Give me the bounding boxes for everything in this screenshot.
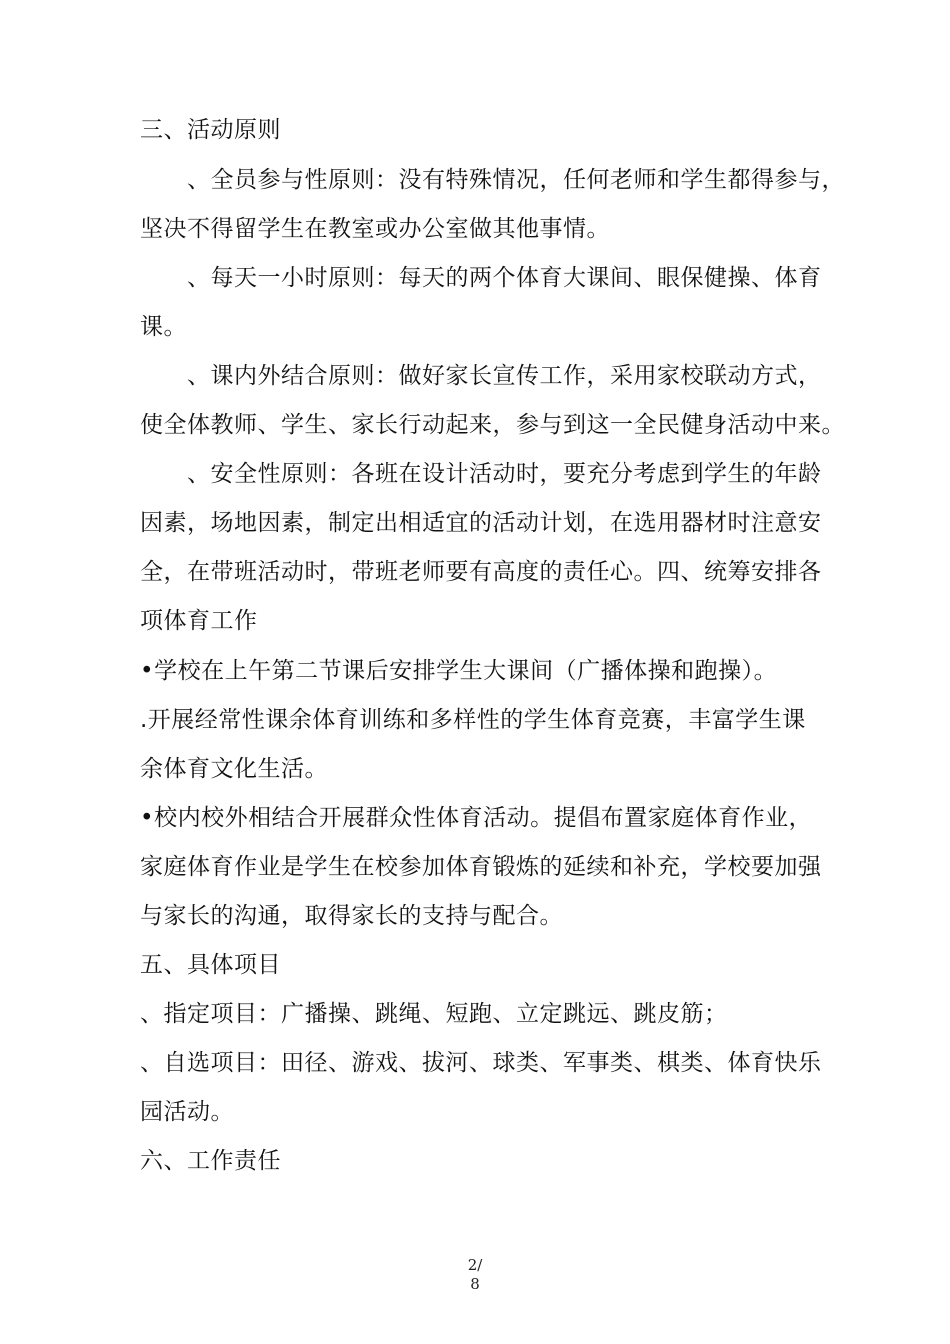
bullet-item: •学校在上午第二节课后安排学生大课间（广播体操和跑操）。 [140, 658, 778, 684]
text-line: 、自选项目：田径、游戏、拔河、球类、军事类、棋类、体育快乐 [140, 1050, 822, 1076]
text-line: 全，在带班活动时，带班老师要有高度的责任心。四、统筹安排各 [140, 559, 822, 585]
bullet-item: .开展经常性课余体育训练和多样性的学生体育竞赛，丰富学生课 [140, 707, 806, 733]
text-line: 因素，场地因素，制定出相适宜的活动计划，在选用器材时注意安 [140, 510, 822, 536]
text-line: 、指定项目：广播操、跳绳、短跑、立定跳远、跳皮筋； [140, 1001, 728, 1027]
text-line: 项体育工作 [140, 608, 258, 634]
text-line: 使全体教师、学生、家长行动起来，参与到这一全民健身活动中来。 [140, 412, 845, 438]
text-line: 坚决不得留学生在教室或办公室做其他事情。 [140, 216, 610, 242]
text-line: 、安全性原则：各班在设计活动时，要充分考虑到学生的年龄 [140, 461, 822, 487]
bullet-item: •校内校外相结合开展群众性体育活动。提倡布置家庭体育作业， [140, 805, 813, 831]
text-line: 园活动。 [140, 1099, 234, 1125]
text-line: 余体育文化生活。 [140, 756, 328, 782]
section-heading-principles: 三、活动原则 [140, 117, 281, 143]
text-line: 课。 [140, 314, 187, 340]
text-line: 、全员参与性原则：没有特殊情况，任何老师和学生都得参与， [140, 167, 845, 193]
section-heading-items: 五、具体项目 [140, 952, 281, 978]
section-heading-responsibility: 六、工作责任 [140, 1148, 281, 1174]
page-number-bottom: 8 [470, 1275, 480, 1293]
text-line: 、每天一小时原则：每天的两个体育大课间、眼保健操、体育 [140, 265, 822, 291]
text-line: 、课内外结合原则：做好家长宣传工作，采用家校联动方式， [140, 363, 822, 389]
text-line: 与家长的沟通，取得家长的支持与配合。 [140, 903, 563, 929]
text-line: 家庭体育作业是学生在校参加体育锻炼的延续和补充，学校要加强 [140, 854, 822, 880]
page-number-top: 2/ [467, 1256, 483, 1274]
